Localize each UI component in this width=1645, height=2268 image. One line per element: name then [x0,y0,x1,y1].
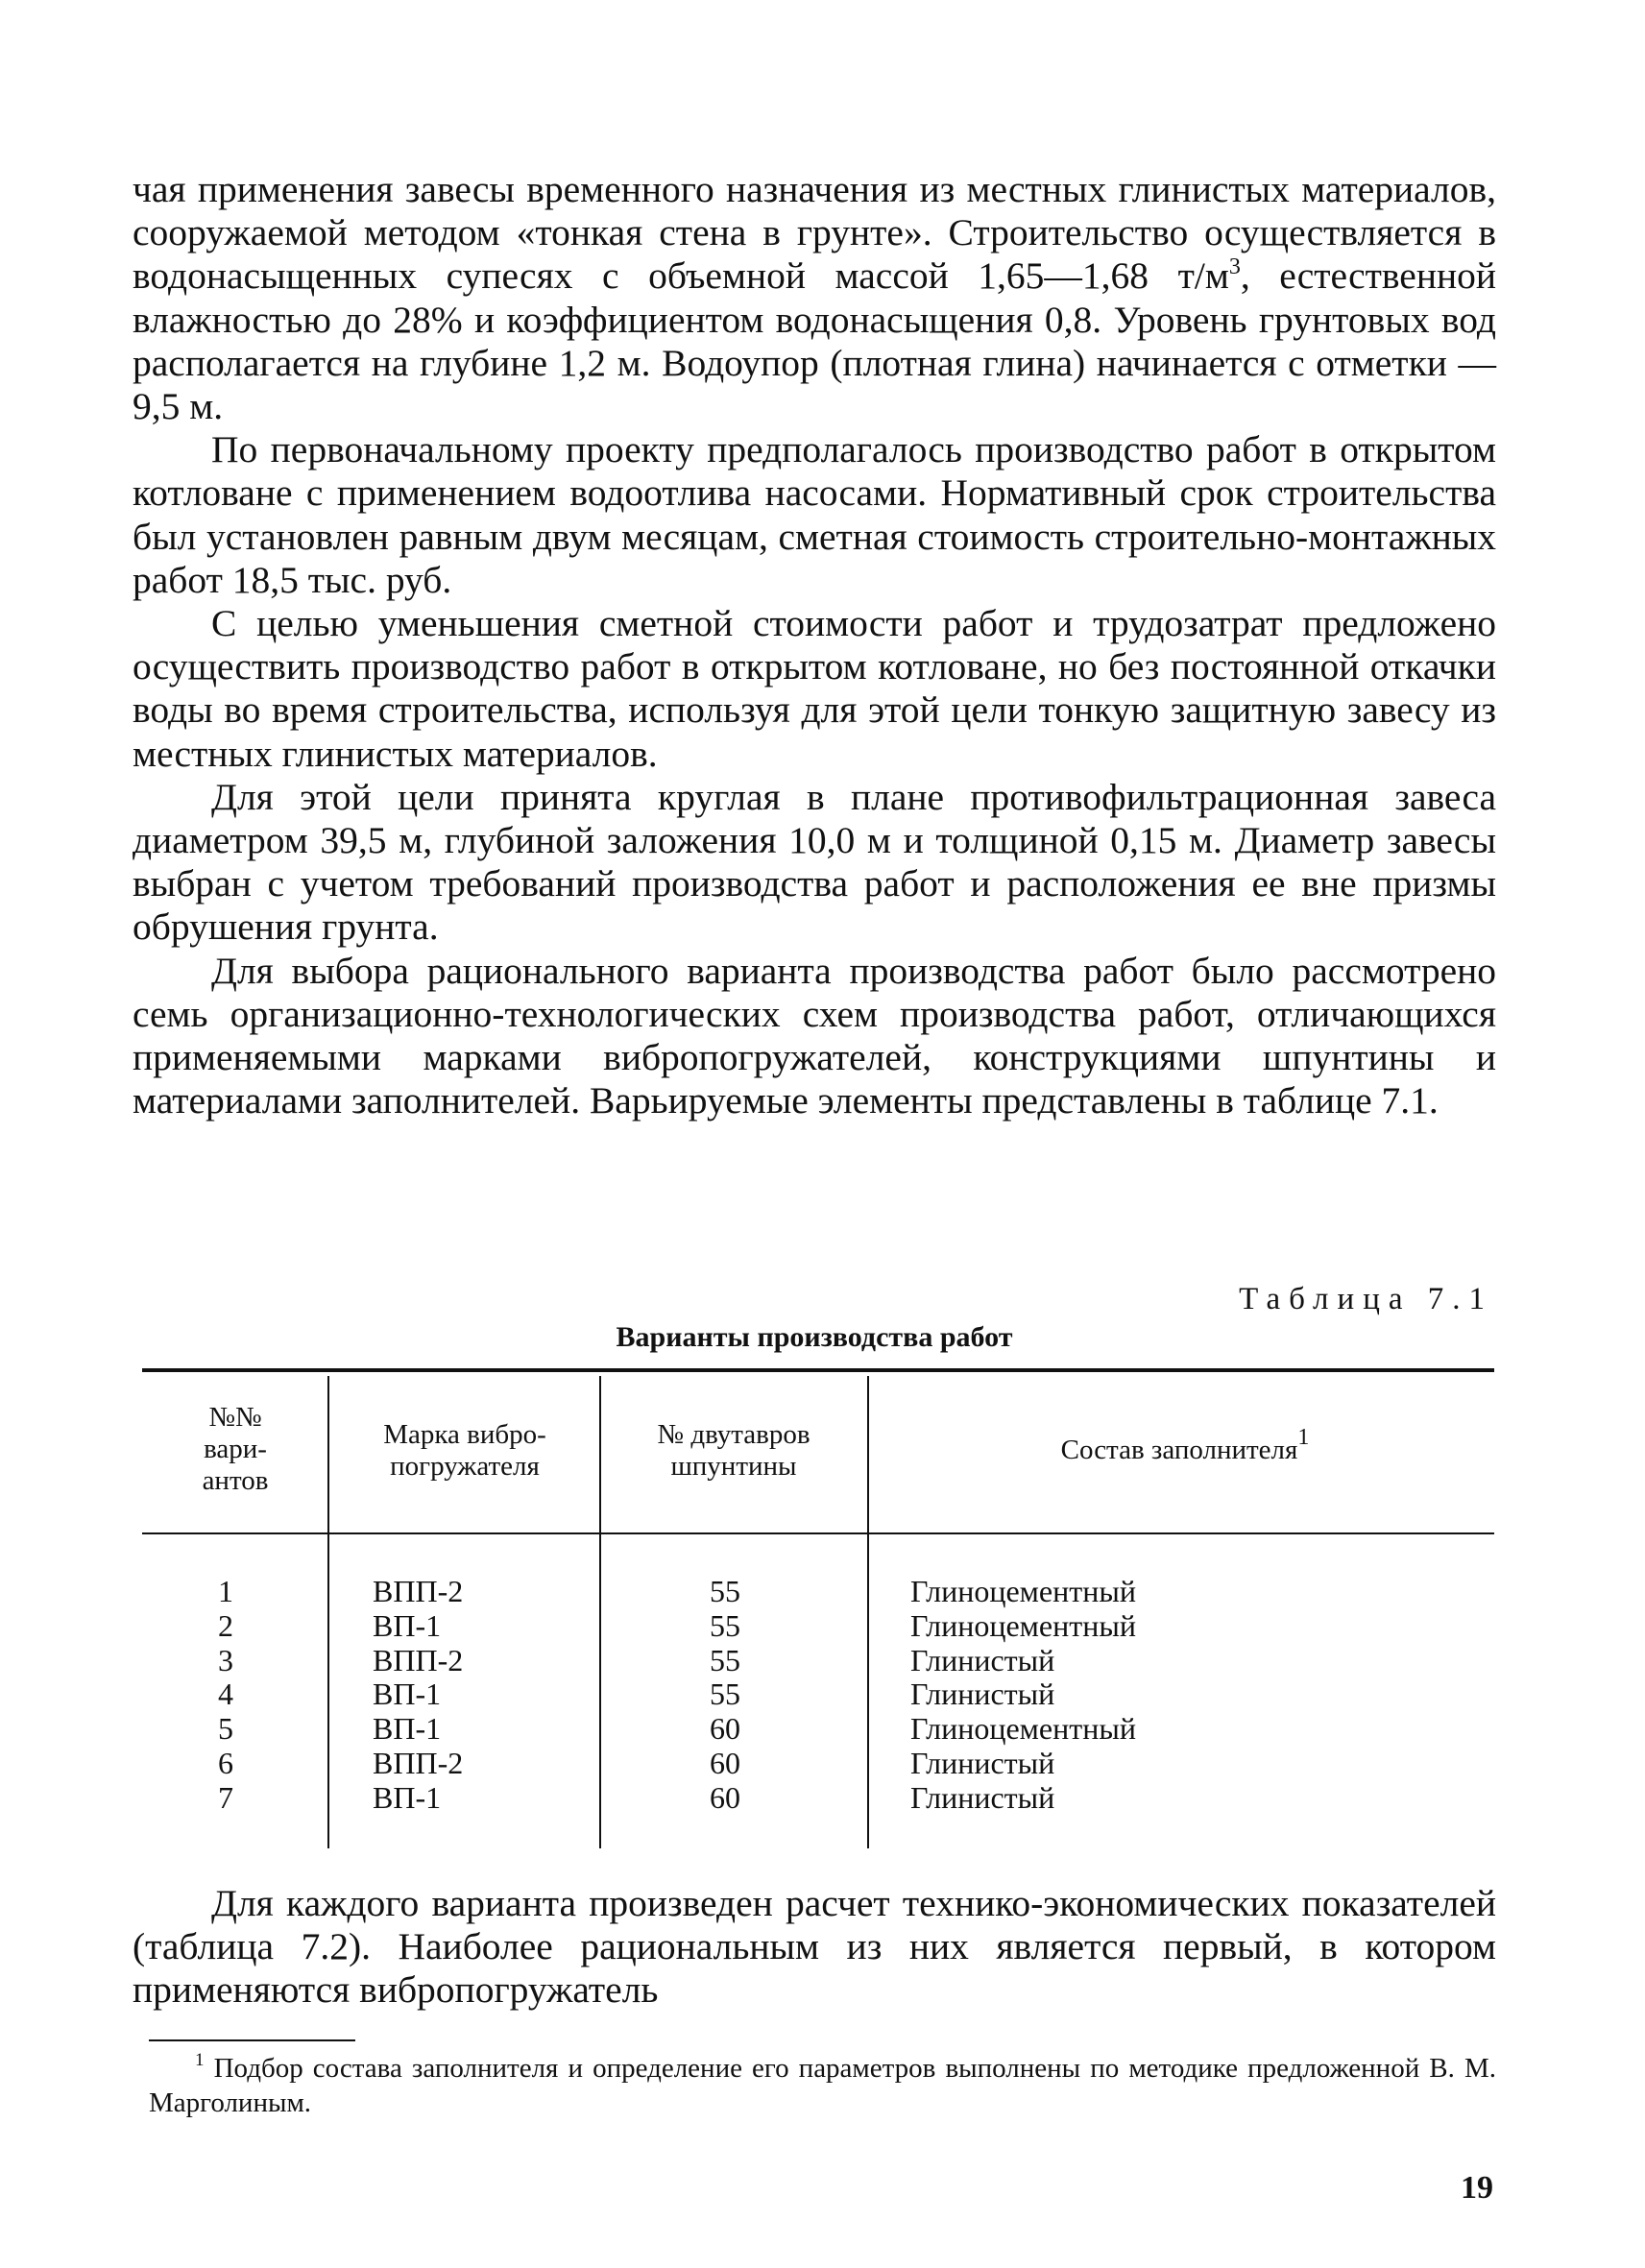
footnote-mark: 1 [195,2050,205,2070]
header-variant: №№ вари- антов [202,1402,269,1496]
table-header-rule [142,1532,1494,1534]
paragraph-2: По первоначальному проекту предполагалось производство работ в открытом котловане с применением водоотлива насосами. Нормативный срок строительства был установлен равным двум месяцам, сметная стоимость строительно-монтажных работ 18,5 тыс. руб. [133,428,1496,601]
table-label: Таблица 7.1 [1239,1282,1493,1316]
paragraph-5: Для выбора рационального варианта производства работ было рассмотрено семь организационно-технологических схем производства работ, отличающихся применяемыми марками вибропогружателей, конструкциями шпунтины и материалами заполнителей. Варьируемые элементы представлены в таблице 7.1. [133,949,1496,1122]
cell: Глинистый [910,1779,1055,1815]
cell: ВПП-2 [373,1642,464,1677]
cell: ВП-1 [373,1779,442,1815]
paragraph-1: чая применения завесы временного назначения из местных глинистых материалов, сооружаемой методом «тонкая стена в грунте». Строительство осуществляется в водонасыщенных супесях с объемной массой 1,65—1,68 $т/м^3$, естественной влажностью до 28% и коэффициентом водонасыщения 0,8. Уровень грунтовых вод располагается на глубине 1,2 м. Водоупор (плотная глина) начинается с отметки — 9,5 м. [133,168,1496,428]
table-top-rule [142,1368,1494,1372]
cell: Глинистый [910,1642,1055,1677]
cell: 5 [218,1711,233,1747]
paragraph-6: Для каждого варианта произведен расчет технико-экономических показателей (таблица 7.2). Наиболее рациональным из них является первый, в котором применяются вибропогружатель [133,1882,1496,2012]
paragraph-3: С целью уменьшения сметной стоимости работ и трудозатрат предложено осуществить производство работ в открытом котловане, но без постоянной откачки воды во время строительства, используя для этой цели тонкую защитную завесу из местных глинистых материалов. [133,602,1496,775]
footnote-rule [149,2039,355,2041]
cell: 55 [710,1607,740,1643]
cell: ВП-1 [373,1677,442,1712]
cell: Глиноцементный [910,1574,1136,1608]
header-vibrator-brand: Марка вибро- погружателя [383,1419,546,1482]
cell: ВПП-2 [373,1745,464,1780]
superscript-3: 3 [1228,254,1241,280]
cell: 60 [710,1745,740,1780]
body-text-bottom [133,1882,1496,2013]
table-column-divider [327,1376,329,1848]
table-column-divider [867,1376,869,1848]
column-variant-number [192,1575,259,1816]
cell: 55 [710,1642,740,1677]
header-beam-number: № двутавров шпунтины [657,1419,810,1482]
cell: 6 [218,1745,233,1780]
cell: Глиноцементный [910,1607,1136,1643]
cell: Глинистый [910,1677,1055,1712]
cell: 1 [218,1574,233,1608]
body-text-top [133,168,1496,1122]
header-filler: Состав заполнителя$^1$ [1060,1425,1310,1465]
page-number: 19 [1461,2170,1493,2206]
cell: 7 [218,1779,233,1815]
cell: ВП-1 [373,1711,442,1747]
cell: 3 [218,1642,233,1677]
column-beam-number [672,1575,778,1816]
cell: ВПП-2 [373,1574,464,1608]
cell: Глиноцементный [910,1711,1136,1747]
paragraph-4: Для этой цели принята круглая в плане противофильтрационная завеса диаметром 39,5 м, глубиной заложения 10,0 м и толщиной 0,15 м. Диаметр завесы выбран с учетом требований производства работ и расположения ее вне призмы обрушения грунта. [133,775,1496,949]
table-column-divider [599,1376,601,1848]
cell: 60 [710,1711,740,1747]
column-vibrator-brand [373,1575,584,1816]
cell: Глинистый [910,1745,1055,1780]
cell: 4 [218,1677,233,1712]
cell: 55 [710,1677,740,1712]
cell: 2 [218,1607,233,1643]
cell: 55 [710,1574,740,1608]
footnote: $^1$ Подбор состава заполнителя и определение его параметров выполнены по методике предложенной В. М. Марголиным. [149,2050,1497,2118]
column-filler [910,1575,1448,1816]
cell: ВП-1 [373,1607,442,1643]
table-title: Варианты производства работ [616,1321,1013,1353]
cell: 60 [710,1779,740,1815]
